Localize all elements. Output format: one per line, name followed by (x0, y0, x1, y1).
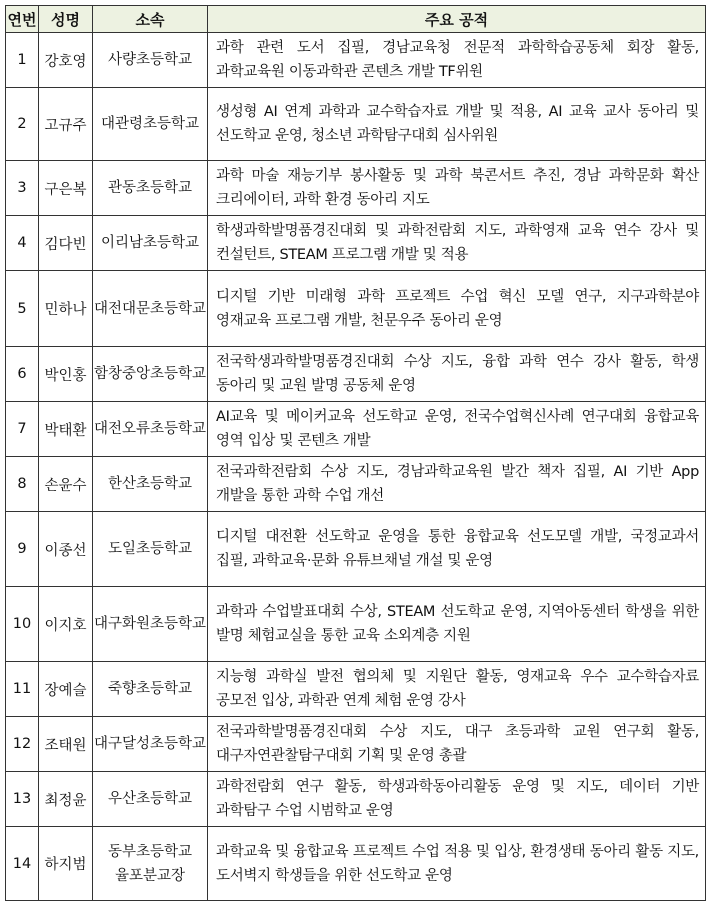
row-number: 14 (6, 827, 39, 901)
header-row (6, 6, 706, 33)
achievements-text: 과학과 수업발표대회 수상, STEAM 선도학교 운영, 지역아동센터 학생을 위한 발명 체험교실을 통한 교육 소외계층 지원 (208, 587, 706, 662)
achievements-text: 과학 관련 도서 집필, 경남교육청 전문적 과학학습공동체 회장 활동, 과학교육원 이동과학관 콘텐츠 개발 TF위원 (208, 33, 706, 88)
table-row (6, 161, 706, 216)
person-name: 최정윤 (39, 772, 93, 827)
school-affiliation: 대전오류초등학교 (93, 402, 208, 457)
person-name: 장예슬 (39, 662, 93, 717)
school-affiliation: 함창중앙초등학교 (93, 347, 208, 402)
row-number: 3 (6, 161, 39, 216)
table-row (6, 271, 706, 347)
school-affiliation: 죽향초등학교 (93, 662, 208, 717)
person-name: 고규주 (39, 88, 93, 161)
row-number: 2 (6, 88, 39, 161)
award-table (5, 5, 706, 901)
school-affiliation: 이리남초등학교 (93, 216, 208, 271)
table-row (6, 33, 706, 88)
table-row (6, 717, 706, 772)
person-name: 조태원 (39, 717, 93, 772)
row-number: 9 (6, 512, 39, 587)
header-name: 성명 (39, 6, 93, 33)
person-name: 손윤수 (39, 457, 93, 512)
achievements-text: 과학 마술 재능기부 봉사활동 및 과학 북콘서트 추진, 경남 과학문화 확산 크리에이터, 과학 환경 동아리 지도 (208, 161, 706, 216)
table-row (6, 88, 706, 161)
achievements-text: 디지털 기반 미래형 과학 프로젝트 수업 혁신 모델 연구, 지구과학분야 영재교육 프로그램 개발, 천문우주 동아리 운영 (208, 271, 706, 347)
table-row (6, 347, 706, 402)
person-name: 이지호 (39, 587, 93, 662)
school-affiliation: 대구달성초등학교 (93, 717, 208, 772)
row-number: 4 (6, 216, 39, 271)
row-number: 8 (6, 457, 39, 512)
row-number: 6 (6, 347, 39, 402)
school-affiliation: 한산초등학교 (93, 457, 208, 512)
table-row (6, 772, 706, 827)
row-number: 10 (6, 587, 39, 662)
achievements-text: 과학교육 및 융합교육 프로젝트 수업 적용 및 입상, 환경생태 동아리 활동 지도, 도서벽지 학생들을 위한 선도학교 운영 (208, 827, 706, 901)
table-row (6, 662, 706, 717)
school-affiliation: 대구화원초등학교 (93, 587, 208, 662)
person-name: 민하나 (39, 271, 93, 347)
header-affiliation: 소속 (93, 6, 208, 33)
row-number: 5 (6, 271, 39, 347)
school-affiliation: 동부초등학교 율포분교장 (93, 827, 208, 901)
achievements-text: 전국과학전람회 수상 지도, 경남과학교육원 발간 책자 집필, AI 기반 App 개발을 통한 과학 수업 개선 (208, 457, 706, 512)
person-name: 이종선 (39, 512, 93, 587)
achievements-text: 생성형 AI 연계 과학과 교수학습자료 개발 및 적용, AI 교육 교사 동아리 및 선도학교 운영, 청소년 과학탐구대회 심사위원 (208, 88, 706, 161)
row-number: 11 (6, 662, 39, 717)
row-number: 7 (6, 402, 39, 457)
row-number: 1 (6, 33, 39, 88)
table-row (6, 512, 706, 587)
school-affiliation: 도일초등학교 (93, 512, 208, 587)
table-row (6, 587, 706, 662)
table-row (6, 402, 706, 457)
table-row (6, 457, 706, 512)
row-number: 13 (6, 772, 39, 827)
school-affiliation: 대관령초등학교 (93, 88, 208, 161)
person-name: 구은복 (39, 161, 93, 216)
table-row (6, 827, 706, 901)
achievements-text: AI교육 및 메이커교육 선도학교 운영, 전국수업혁신사례 연구대회 융합교육 영역 입상 및 콘텐츠 개발 (208, 402, 706, 457)
person-name: 하지범 (39, 827, 93, 901)
achievements-text: 전국과학발명품경진대회 수상 지도, 대구 초등과학 교원 연구회 활동, 대구자연관찰탐구대회 기획 및 운영 총괄 (208, 717, 706, 772)
header-achievements: 주요 공적 (208, 6, 706, 33)
achievements-text: 지능형 과학실 발전 협의체 및 지원단 활동, 영재교육 우수 교수학습자료 공모전 입상, 과학관 연계 체험 운영 강사 (208, 662, 706, 717)
row-number: 12 (6, 717, 39, 772)
person-name: 박인홍 (39, 347, 93, 402)
achievements-text: 학생과학발명품경진대회 및 과학전람회 지도, 과학영재 교육 연수 강사 및 컨설턴트, STEAM 프로그램 개발 및 적용 (208, 216, 706, 271)
school-affiliation: 우산초등학교 (93, 772, 208, 827)
person-name: 박태환 (39, 402, 93, 457)
person-name: 김다빈 (39, 216, 93, 271)
header-no: 연번 (6, 6, 39, 33)
person-name: 강호영 (39, 33, 93, 88)
achievements-text: 전국학생과학발명품경진대회 수상 지도, 융합 과학 연수 강사 활동, 학생 동아리 및 교원 발명 공동체 운영 (208, 347, 706, 402)
achievements-text: 디지털 대전환 선도학교 운영을 통한 융합교육 선도모델 개발, 국정교과서 집필, 과학교육·문화 유튜브채널 개설 및 운영 (208, 512, 706, 587)
school-affiliation: 사량초등학교 (93, 33, 208, 88)
table-row (6, 216, 706, 271)
achievements-text: 과학전람회 연구 활동, 학생과학동아리활동 운영 및 지도, 데이터 기반 과학탐구 수업 시범학교 운영 (208, 772, 706, 827)
school-affiliation: 관동초등학교 (93, 161, 208, 216)
school-affiliation: 대전대문초등학교 (93, 271, 208, 347)
